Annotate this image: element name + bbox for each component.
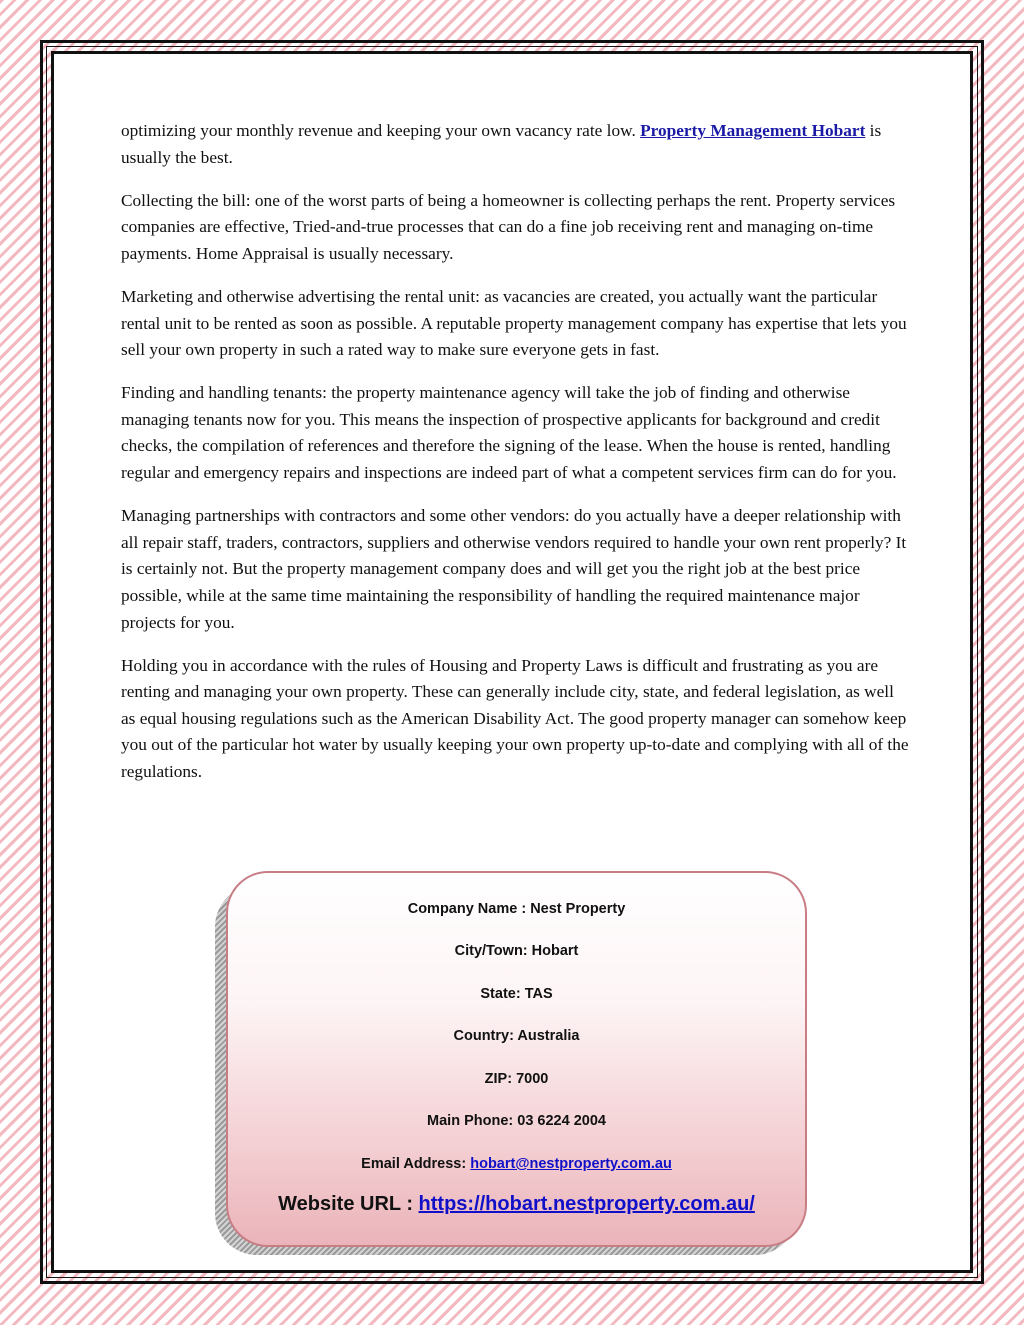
property-management-hobart-link[interactable]: Property Management Hobart xyxy=(640,121,866,140)
paragraph-contractors: Managing partnerships with contractors and some other vendors: do you actually have a deeper relationship with all repair staff, traders, contractors, suppliers and otherwise vendors required to handle your own rent properly? It is certainly not. But the property management company does and will get you the right job at the best price possible, while at the same time maintaining the responsibility of handling the required maintenance major projects for you. xyxy=(121,506,907,632)
company-name: Company Name : Nest Property xyxy=(407,901,626,917)
article-body xyxy=(121,118,911,802)
website-row xyxy=(228,1193,805,1216)
paragraph-intro xyxy=(121,118,911,171)
website-link[interactable]: https://hobart.nestproperty.com.au/ xyxy=(418,1193,755,1215)
paragraph-tenants: Finding and handling tenants: the property maintenance agency will take the job of finding and otherwise managing tenants now for you. This means the inspection of prospective applicants for background and credit checks, the compilation of references and therefore the signing of the lease. When the house is rented, handling regular and emergency repairs and inspections are indeed part of what a competent services firm can do for you. xyxy=(121,383,897,483)
state: State: TAS xyxy=(480,986,553,1002)
email-label: Email Address: xyxy=(361,1156,471,1172)
main-phone: Main Phone: 03 6224 2004 xyxy=(427,1113,606,1129)
website-label: Website URL : xyxy=(278,1193,419,1215)
intro-text-end: is usually the best. xyxy=(121,121,882,167)
country: Country: Australia xyxy=(453,1028,580,1044)
zip-code: ZIP: 7000 xyxy=(484,1071,549,1087)
email-row xyxy=(228,1156,805,1172)
paragraph-laws: Holding you in accordance with the rules of Housing and Property Laws is difficult and frustrating as you are renting and managing your own property. These can generally include city, state, and federal legislation, as well as equal housing regulations such as the American Disability Act. The good property manager can somehow keep you out of the particular hot water by usually keeping your own property up-to-date and complying with all of the regulations. xyxy=(121,655,909,781)
city-town: City/Town: Hobart xyxy=(454,943,579,959)
intro-text: optimizing your monthly revenue and keeping your own vacancy rate low. xyxy=(121,121,641,140)
paragraph-collecting-bill: Collecting the bill: one of the worst parts of being a homeowner is collecting perhaps the rent. Property services companies are effective, Tried-and-true processes that can do a fine job receiving rent and managing on-time payments. Home Appraisal is usually necessary. xyxy=(121,190,896,263)
paragraph-marketing: Marketing and otherwise advertising the rental unit: as vacancies are created, you actually want the particular rental unit to be rented as soon as possible. A reputable property management company has expertise that lets you sell your own property in such a rated way to make sure everyone gets in fast. xyxy=(121,286,907,360)
contact-card xyxy=(226,871,807,1247)
email-link[interactable]: hobart@nestproperty.com.au xyxy=(470,1156,672,1172)
